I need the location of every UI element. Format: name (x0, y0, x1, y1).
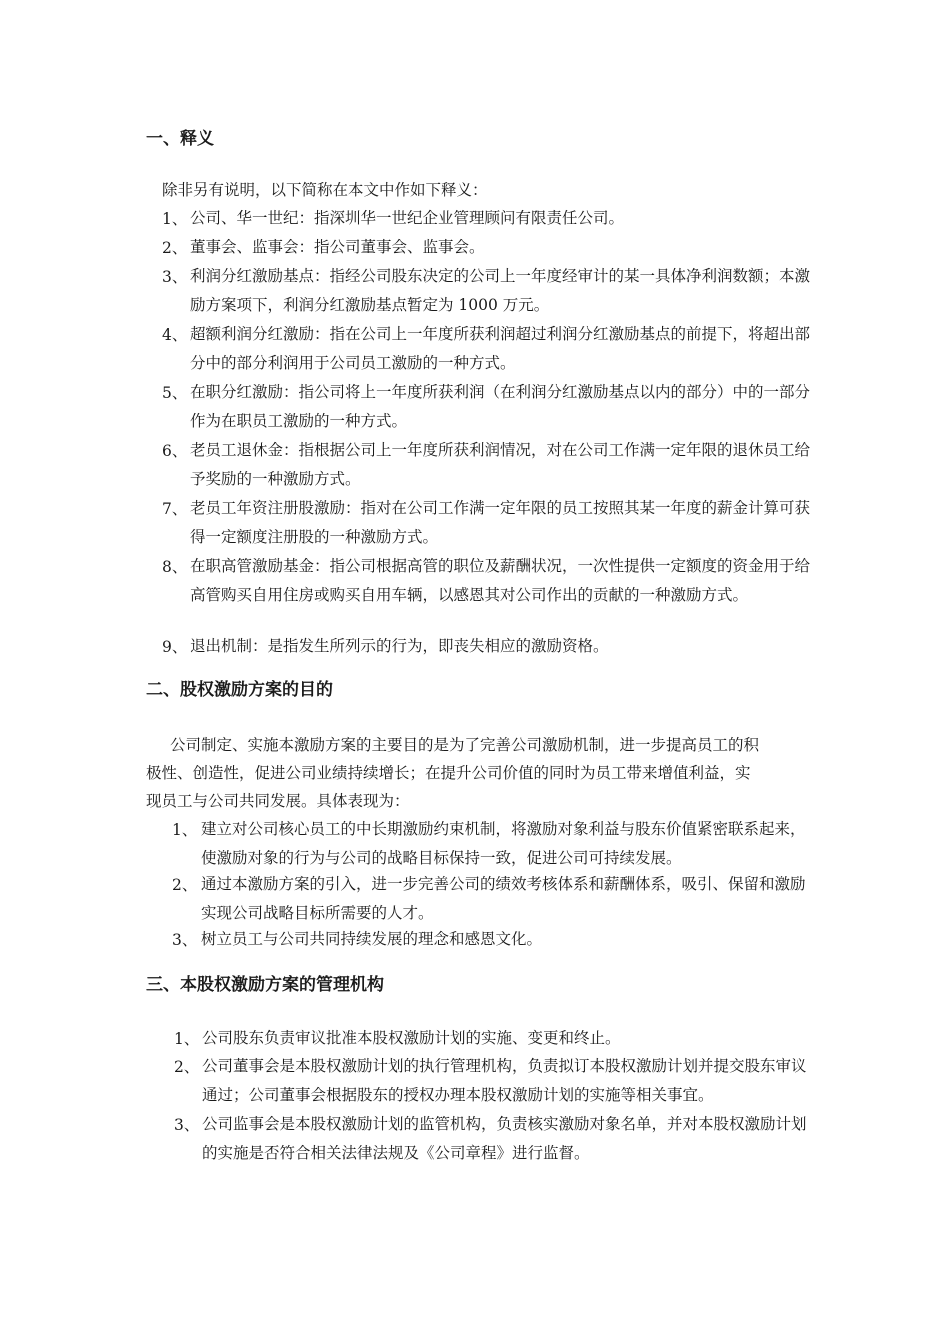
list-item-number: 1、 (174, 1030, 200, 1048)
list-item-text: 老员工年资注册股激励：指对在公司工作满一定年限的员工按照其某一年度的薪金计算可获得一定额度注册股的一种激励方式。 (190, 499, 811, 546)
list-item-text: 建立对公司核心员工的中长期激励约束机制，将激励对象利益与股东价值紧密联系起来，使激励对象的行为与公司的战略目标保持一致，促进公司可持续发展。 (201, 820, 806, 867)
list-item-text: 公司董事会是本股权激励计划的执行管理机构，负责拟订本股权激励计划并提交股东审议通过；公司董事会根据股东的授权办理本股权激励计划的实施等相关事宜。 (202, 1057, 807, 1104)
list-item-number: 3、 (174, 1116, 200, 1134)
paragraph-line: 现员工与公司共同发展。具体表现为： (146, 792, 410, 810)
list-item-number: 2、 (174, 1058, 200, 1076)
list-item-text: 董事会、监事会：指公司董事会、监事会。 (190, 238, 485, 256)
section-heading: 三、本股权激励方案的管理机构 (146, 975, 384, 995)
list-item-number: 1、 (172, 821, 198, 839)
list-item-number: 5、 (162, 384, 188, 402)
list-item-text: 在职高管激励基金：指公司根据高管的职位及薪酬状况，一次性提供一定额度的资金用于给高管购买自用住房或购买自用车辆，以感恩其对公司作出的贡献的一种激励方式。 (190, 557, 811, 604)
paragraph-line: 极性、创造性，促进公司业绩持续增长；在提升公司价值的同时为员工带来增值利益，实 (146, 764, 751, 782)
paragraph-line: 公司制定、实施本激励方案的主要目的是为了完善公司激励机制，进一步提高员工的积 (170, 736, 760, 754)
list-item-text: 公司股东负责审议批准本股权激励计划的实施、变更和终止。 (202, 1029, 621, 1047)
list-item-text: 超额利润分红激励：指在公司上一年度所获利润超过利润分红激励基点的前提下，将超出部分中的部分利润用于公司员工激励的一种方式。 (190, 325, 811, 372)
list-item-number: 9、 (162, 638, 188, 656)
list-item-text: 利润分红激励基点：指经公司股东决定的公司上一年度经审计的某一具体净利润数额；本激励方案项下，利润分红激励基点暂定为 1000 万元。 (190, 267, 811, 314)
list-item-number: 7、 (162, 500, 188, 518)
list-item-number: 1、 (162, 210, 188, 228)
list-item-text: 退出机制：是指发生所列示的行为，即丧失相应的激励资格。 (190, 637, 609, 655)
list-item-text: 通过本激励方案的引入，进一步完善公司的绩效考核体系和薪酬体系，吸引、保留和激励实现公司战略目标所需要的人才。 (201, 875, 806, 922)
list-item-number: 4、 (162, 326, 188, 344)
section-heading: 一、释义 (146, 129, 214, 149)
list-item-text: 树立员工与公司共同持续发展的理念和感恩文化。 (201, 930, 543, 948)
list-item-number: 2、 (162, 239, 188, 257)
list-item-text: 公司、华一世纪：指深圳华一世纪企业管理顾问有限责任公司。 (190, 209, 625, 227)
section-heading: 二、股权激励方案的目的 (146, 680, 333, 700)
list-item-number: 8、 (162, 558, 188, 576)
list-item-text: 在职分红激励：指公司将上一年度所获利润（在利润分红激励基点以内的部分）中的一部分作为在职员工激励的一种方式。 (190, 383, 811, 430)
list-item-number: 3、 (172, 931, 198, 949)
list-item-number: 6、 (162, 442, 188, 460)
list-item-text: 老员工退休金：指根据公司上一年度所获利润情况，对在公司工作满一定年限的退休员工给予奖励的一种激励方式。 (190, 441, 811, 488)
section-intro: 除非另有说明，以下简称在本文中作如下释义： (162, 181, 488, 199)
list-item-number: 3、 (162, 268, 188, 286)
list-item-text: 公司监事会是本股权激励计划的监管机构，负责核实激励对象名单，并对本股权激励计划的实施是否符合相关法律法规及《公司章程》进行监督。 (202, 1115, 807, 1162)
list-item-number: 2、 (172, 876, 198, 894)
